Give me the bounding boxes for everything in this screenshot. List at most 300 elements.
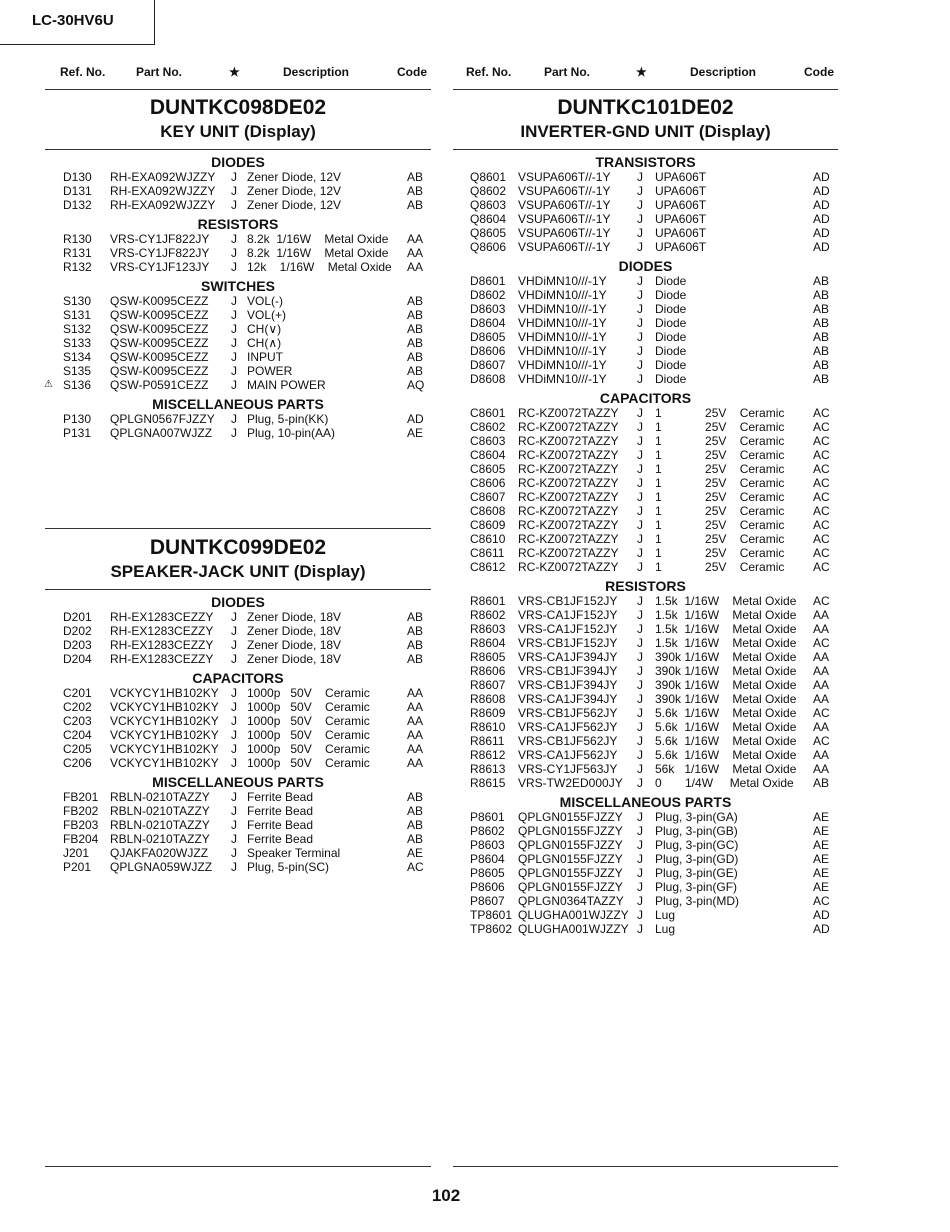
- parts-row: [453, 852, 838, 866]
- parts-row: [45, 700, 431, 714]
- part-no: RC-KZ0072TAZZY: [518, 560, 619, 574]
- ref-no: D8607: [470, 358, 506, 372]
- price-code: AD: [813, 908, 830, 922]
- price-code: AB: [813, 288, 830, 302]
- rank-mark: J: [231, 308, 237, 322]
- price-code: AE: [813, 866, 830, 880]
- ref-no: R8608: [470, 692, 506, 706]
- price-code: AB: [407, 350, 424, 364]
- parts-row: [453, 664, 838, 678]
- ref-no: C8606: [470, 476, 506, 490]
- group-title: CAPACITORS: [599, 390, 692, 406]
- price-code: AE: [813, 852, 830, 866]
- part-no: QPLGN0155FJZZY: [518, 852, 623, 866]
- rank-mark: J: [231, 756, 237, 770]
- parts-row: [45, 756, 431, 770]
- description: UPA606T: [655, 226, 707, 240]
- ref-no: D8605: [470, 330, 506, 344]
- ref-no: FB203: [63, 818, 99, 832]
- price-code: AC: [813, 462, 830, 476]
- parts-row: [453, 894, 838, 908]
- part-no: VHDiMN10///-1Y: [518, 330, 607, 344]
- ref-no: D131: [63, 184, 92, 198]
- rank-mark: J: [637, 462, 643, 476]
- parts-row: [453, 462, 838, 476]
- ref-no: R8611: [470, 734, 505, 748]
- description: Ferrite Bead: [247, 804, 314, 818]
- parts-row: [453, 372, 838, 386]
- parts-row: [453, 274, 838, 288]
- part-no: VSUPA606T//-1Y: [518, 198, 611, 212]
- parts-row: [453, 866, 838, 880]
- rank-mark: J: [231, 198, 237, 212]
- price-code: AC: [813, 706, 830, 720]
- rank-mark: J: [231, 832, 237, 846]
- price-code: AA: [813, 748, 830, 762]
- ref-no: C8612: [470, 560, 506, 574]
- price-code: AC: [813, 448, 830, 462]
- part-no: QPLGNA007WJZZ: [110, 426, 213, 440]
- rank-mark: J: [637, 720, 643, 734]
- ref-no: D201: [63, 610, 92, 624]
- description: 5.6k 1/16W Metal Oxide: [655, 706, 797, 720]
- rank-mark: J: [637, 908, 643, 922]
- rank-mark: J: [231, 350, 237, 364]
- description: Diode: [655, 372, 687, 386]
- description: Diode: [655, 358, 687, 372]
- rank-mark: J: [637, 838, 643, 852]
- description: Zener Diode, 12V: [247, 184, 342, 198]
- parts-row: [453, 810, 838, 824]
- parts-row: [45, 170, 431, 184]
- part-no: VSUPA606T//-1Y: [518, 226, 611, 240]
- price-code: AB: [813, 372, 830, 386]
- parts-row: [45, 426, 431, 440]
- parts-row: [45, 818, 431, 832]
- part-no: QSW-K0095CEZZ: [110, 294, 209, 308]
- description: Plug, 3-pin(GB): [655, 824, 738, 838]
- part-no: RC-KZ0072TAZZY: [518, 532, 619, 546]
- price-code: AB: [407, 638, 424, 652]
- description: Plug, 10-pin(AA): [247, 426, 336, 440]
- rank-mark: J: [231, 412, 237, 426]
- part-no: RH-EX1283CEZZY: [110, 610, 214, 624]
- parts-row: [453, 838, 838, 852]
- unit-title-block: [45, 92, 431, 150]
- description: Ferrite Bead: [247, 818, 314, 832]
- part-no: QSW-K0095CEZZ: [110, 336, 209, 350]
- safety-warning-icon: ⚠: [44, 379, 53, 390]
- ref-no: R8609: [470, 706, 506, 720]
- parts-row: [453, 170, 838, 184]
- price-code: AB: [407, 308, 424, 322]
- price-code: AB: [407, 364, 424, 378]
- ref-no: C8602: [470, 420, 506, 434]
- parts-row: [453, 184, 838, 198]
- ref-no: FB202: [63, 804, 99, 818]
- rank-mark: J: [231, 232, 237, 246]
- description: Zener Diode, 18V: [247, 652, 342, 666]
- description: Ferrite Bead: [247, 790, 314, 804]
- price-code: AB: [813, 358, 830, 372]
- description: Lug: [655, 908, 676, 922]
- parts-row: [45, 308, 431, 322]
- description: 1 25V Ceramic: [655, 406, 785, 420]
- price-code: AC: [813, 518, 830, 532]
- price-code: AC: [813, 532, 830, 546]
- part-no: VRS-CB1JF562JY: [518, 734, 618, 748]
- ref-no: Q8603: [470, 198, 507, 212]
- price-code: AA: [813, 650, 830, 664]
- unit-name: KEY UNIT (Display): [160, 122, 316, 141]
- price-code: AA: [813, 664, 830, 678]
- part-no: QPLGN0155FJZZY: [518, 880, 623, 894]
- price-code: AE: [813, 810, 830, 824]
- ref-no: C8607: [470, 490, 506, 504]
- price-code: AB: [813, 776, 830, 790]
- section-divider: [45, 528, 431, 529]
- ref-no: C201: [63, 686, 92, 700]
- parts-row: [45, 322, 431, 336]
- price-code: AA: [813, 762, 830, 776]
- rank-mark: J: [637, 490, 643, 504]
- description: 1 25V Ceramic: [655, 462, 785, 476]
- price-code: AA: [813, 622, 830, 636]
- parts-row: [453, 636, 838, 650]
- description: 1 25V Ceramic: [655, 448, 785, 462]
- rank-mark: J: [637, 824, 643, 838]
- ref-no: P131: [63, 426, 92, 440]
- parts-row: [45, 686, 431, 700]
- price-code: AA: [407, 260, 424, 274]
- rank-mark: J: [637, 420, 643, 434]
- part-no: VSUPA606T//-1Y: [518, 240, 611, 254]
- rank-mark: J: [231, 714, 237, 728]
- description: 1000p 50V Ceramic: [247, 686, 370, 700]
- parts-row: [453, 734, 838, 748]
- header-code: Code: [804, 65, 834, 79]
- parts-row: [45, 860, 431, 874]
- price-code: AB: [407, 294, 424, 308]
- part-no: QSW-K0095CEZZ: [110, 322, 209, 336]
- description: Plug, 3-pin(MD): [655, 894, 740, 908]
- header-ref: Ref. No.: [466, 65, 512, 79]
- ref-no: C8605: [470, 462, 506, 476]
- rank-mark: J: [231, 322, 237, 336]
- ref-no: R8603: [470, 622, 506, 636]
- parts-row: [453, 880, 838, 894]
- price-code: AD: [813, 170, 830, 184]
- part-no: RH-EXA092WJZZY: [110, 198, 216, 212]
- price-code: AB: [407, 198, 424, 212]
- part-no: VRS-CA1JF152JY: [518, 622, 618, 636]
- ref-no: D204: [63, 652, 92, 666]
- group-title: DIODES: [211, 594, 265, 610]
- ref-no: R131: [63, 246, 92, 260]
- part-no: VRS-CY1JF822JY: [110, 232, 210, 246]
- price-code: AD: [813, 240, 830, 254]
- part-no: VCKYCY1HB102KY: [110, 686, 219, 700]
- description: 1 25V Ceramic: [655, 518, 785, 532]
- parts-row: [453, 678, 838, 692]
- rank-mark: J: [637, 330, 643, 344]
- description: 1 25V Ceramic: [655, 504, 785, 518]
- footer-line-right: [453, 1166, 838, 1167]
- ref-no: C8611: [470, 546, 505, 560]
- ref-no: Q8604: [470, 212, 507, 226]
- part-no: QLUGHA001WJZZY: [518, 908, 629, 922]
- price-code: AQ: [407, 378, 425, 392]
- parts-row: [45, 846, 431, 860]
- rank-mark: J: [637, 184, 643, 198]
- ref-no: D8602: [470, 288, 506, 302]
- price-code: AE: [813, 824, 830, 838]
- header-description: Description: [283, 65, 350, 79]
- description: Speaker Terminal: [247, 846, 341, 860]
- rank-mark: J: [231, 804, 237, 818]
- ref-no: J201: [63, 846, 90, 860]
- price-code: AC: [813, 594, 830, 608]
- price-code: AB: [407, 652, 424, 666]
- parts-row: [45, 624, 431, 638]
- parts-row: [453, 692, 838, 706]
- rank-mark: J: [637, 288, 643, 302]
- ref-no: D130: [63, 170, 92, 184]
- rank-mark: J: [231, 246, 237, 260]
- parts-row: [45, 790, 431, 804]
- price-code: AA: [407, 246, 424, 260]
- part-no: RH-EX1283CEZZY: [110, 624, 214, 638]
- parts-row: [45, 412, 431, 426]
- ref-no: Q8601: [470, 170, 507, 184]
- rank-mark: J: [231, 170, 237, 184]
- description: 1.5k 1/16W Metal Oxide: [655, 636, 797, 650]
- rank-mark: J: [231, 184, 237, 198]
- part-no: QPLGN0155FJZZY: [518, 838, 623, 852]
- rank-mark: J: [637, 594, 643, 608]
- part-no: VRS-CY1JF822JY: [110, 246, 210, 260]
- parts-row: [453, 358, 838, 372]
- ref-no: R8606: [470, 664, 506, 678]
- price-code: AD: [813, 184, 830, 198]
- footer-line-left: [45, 1166, 431, 1167]
- parts-row: [453, 622, 838, 636]
- price-code: AB: [813, 344, 830, 358]
- rank-mark: J: [637, 664, 643, 678]
- part-no: RC-KZ0072TAZZY: [518, 406, 619, 420]
- rank-mark: J: [637, 240, 643, 254]
- part-no: RBLN-0210TAZZY: [110, 832, 210, 846]
- unit-section-speaker-jack: [45, 532, 431, 874]
- rank-mark: J: [231, 860, 237, 874]
- rank-mark: J: [231, 336, 237, 350]
- price-code: AC: [813, 894, 830, 908]
- parts-row: [45, 804, 431, 818]
- ref-no: D202: [63, 624, 92, 638]
- part-no: VRS-CB1JF152JY: [518, 594, 618, 608]
- description: VOL(+): [247, 308, 287, 322]
- rank-mark: J: [231, 700, 237, 714]
- price-code: AD: [813, 212, 830, 226]
- price-code: AB: [407, 832, 424, 846]
- description: Zener Diode, 12V: [247, 170, 342, 184]
- description: 5.6k 1/16W Metal Oxide: [655, 720, 797, 734]
- ref-no: TP8602: [470, 922, 513, 936]
- part-no: RH-EX1283CEZZY: [110, 652, 214, 666]
- rank-mark: J: [637, 810, 643, 824]
- rank-mark: J: [637, 762, 643, 776]
- parts-row: [453, 776, 838, 790]
- ref-no: P8606: [470, 880, 505, 894]
- rank-mark: J: [231, 624, 237, 638]
- parts-row: [45, 350, 431, 364]
- part-no: RC-KZ0072TAZZY: [518, 462, 619, 476]
- part-no: QPLGN0155FJZZY: [518, 824, 623, 838]
- ref-no: R130: [63, 232, 92, 246]
- part-no: VHDiMN10///-1Y: [518, 316, 607, 330]
- price-code: AB: [813, 274, 830, 288]
- part-no: VHDiMN10///-1Y: [518, 358, 607, 372]
- price-code: AA: [407, 728, 424, 742]
- rank-mark: J: [637, 170, 643, 184]
- ref-no: P8601: [470, 810, 505, 824]
- ref-no: R8612: [470, 748, 506, 762]
- parts-row: [45, 728, 431, 742]
- group-title: CAPACITORS: [192, 670, 284, 686]
- part-no: RC-KZ0072TAZZY: [518, 546, 619, 560]
- price-code: AE: [813, 838, 830, 852]
- header-description: Description: [690, 65, 757, 79]
- parts-row: [453, 316, 838, 330]
- part-no: RC-KZ0072TAZZY: [518, 448, 619, 462]
- part-no: VRS-CY1JF563JY: [518, 762, 618, 776]
- part-no: VRS-CA1JF562JY: [518, 720, 618, 734]
- part-no: VHDiMN10///-1Y: [518, 372, 607, 386]
- description: 390k 1/16W Metal Oxide: [655, 664, 797, 678]
- price-code: AC: [813, 434, 830, 448]
- description: Plug, 3-pin(GE): [655, 866, 738, 880]
- part-no: VSUPA606T//-1Y: [518, 170, 611, 184]
- parts-row: [45, 260, 431, 274]
- description: Diode: [655, 330, 687, 344]
- part-no: RC-KZ0072TAZZY: [518, 504, 619, 518]
- part-no: VHDiMN10///-1Y: [518, 302, 607, 316]
- part-no: VRS-CA1JF562JY: [518, 748, 618, 762]
- price-code: AA: [813, 678, 830, 692]
- unit-title-block: [453, 92, 838, 150]
- ref-no: C8608: [470, 504, 506, 518]
- ref-no: C8610: [470, 532, 506, 546]
- ref-no: R8615: [470, 776, 506, 790]
- price-code: AA: [407, 742, 424, 756]
- rank-mark: J: [637, 560, 643, 574]
- rank-mark: J: [231, 378, 237, 392]
- rank-mark: J: [637, 504, 643, 518]
- rank-mark: J: [637, 734, 643, 748]
- description: CH(∨): [247, 322, 282, 336]
- parts-row: [45, 364, 431, 378]
- description: 5.6k 1/16W Metal Oxide: [655, 748, 797, 762]
- description: POWER: [247, 364, 293, 378]
- part-no: QPLGN0155FJZZY: [518, 810, 623, 824]
- parts-row: [45, 246, 431, 260]
- parts-row: [45, 184, 431, 198]
- ref-no: P8607: [470, 894, 505, 908]
- part-no: VCKYCY1HB102KY: [110, 700, 219, 714]
- description: 1 25V Ceramic: [655, 546, 785, 560]
- price-code: AC: [813, 420, 830, 434]
- parts-row: [453, 922, 838, 936]
- price-code: AE: [407, 846, 424, 860]
- rank-mark: J: [637, 532, 643, 546]
- description: MAIN POWER: [247, 378, 326, 392]
- unit-name: SPEAKER-JACK UNIT (Display): [110, 562, 366, 581]
- ref-no: D132: [63, 198, 92, 212]
- description: 1000p 50V Ceramic: [247, 714, 370, 728]
- part-no: VCKYCY1HB102KY: [110, 742, 219, 756]
- price-code: AD: [813, 198, 830, 212]
- description: Zener Diode, 18V: [247, 624, 342, 638]
- ref-no: S132: [63, 322, 92, 336]
- rank-mark: J: [637, 650, 643, 664]
- ref-no: R8613: [470, 762, 506, 776]
- parts-row: [453, 212, 838, 226]
- part-no: RH-EX1283CEZZY: [110, 638, 214, 652]
- page-number: 102: [431, 1186, 461, 1205]
- price-code: AB: [407, 818, 424, 832]
- rank-mark: J: [637, 316, 643, 330]
- description: INPUT: [247, 350, 283, 364]
- part-no: VCKYCY1HB102KY: [110, 714, 219, 728]
- price-code: AB: [407, 184, 424, 198]
- price-code: AA: [813, 692, 830, 706]
- part-no: VRS-CA1JF394JY: [518, 692, 618, 706]
- description: Plug, 5-pin(SC): [247, 860, 330, 874]
- rank-mark: J: [637, 406, 643, 420]
- part-no: VSUPA606T//-1Y: [518, 212, 611, 226]
- ref-no: D8608: [470, 372, 506, 386]
- rank-mark: J: [637, 880, 643, 894]
- price-code: AC: [407, 860, 424, 874]
- parts-row: [453, 748, 838, 762]
- part-no: VRS-CB1JF394JY: [518, 678, 618, 692]
- parts-row: [453, 476, 838, 490]
- description: 1000p 50V Ceramic: [247, 700, 370, 714]
- description: UPA606T: [655, 184, 707, 198]
- group-title: SWITCHES: [201, 278, 275, 294]
- ref-no: S135: [63, 364, 92, 378]
- price-code: AE: [813, 880, 830, 894]
- part-no: VCKYCY1HB102KY: [110, 728, 219, 742]
- parts-row: [453, 198, 838, 212]
- part-no: VSUPA606T//-1Y: [518, 184, 611, 198]
- ref-no: R8604: [470, 636, 506, 650]
- ref-no: C202: [63, 700, 92, 714]
- unit-section-key: [45, 92, 431, 440]
- rank-mark: J: [637, 212, 643, 226]
- description: UPA606T: [655, 240, 707, 254]
- parts-row: [453, 344, 838, 358]
- ref-no: P8603: [470, 838, 505, 852]
- parts-row: [453, 546, 838, 560]
- ref-no: P130: [63, 412, 92, 426]
- parts-row: [453, 762, 838, 776]
- description: Zener Diode, 18V: [247, 638, 342, 652]
- ref-no: C8601: [470, 406, 506, 420]
- part-no: QPLGN0364TAZZY: [518, 894, 624, 908]
- group-title: DIODES: [618, 258, 673, 274]
- description: Ferrite Bead: [247, 832, 314, 846]
